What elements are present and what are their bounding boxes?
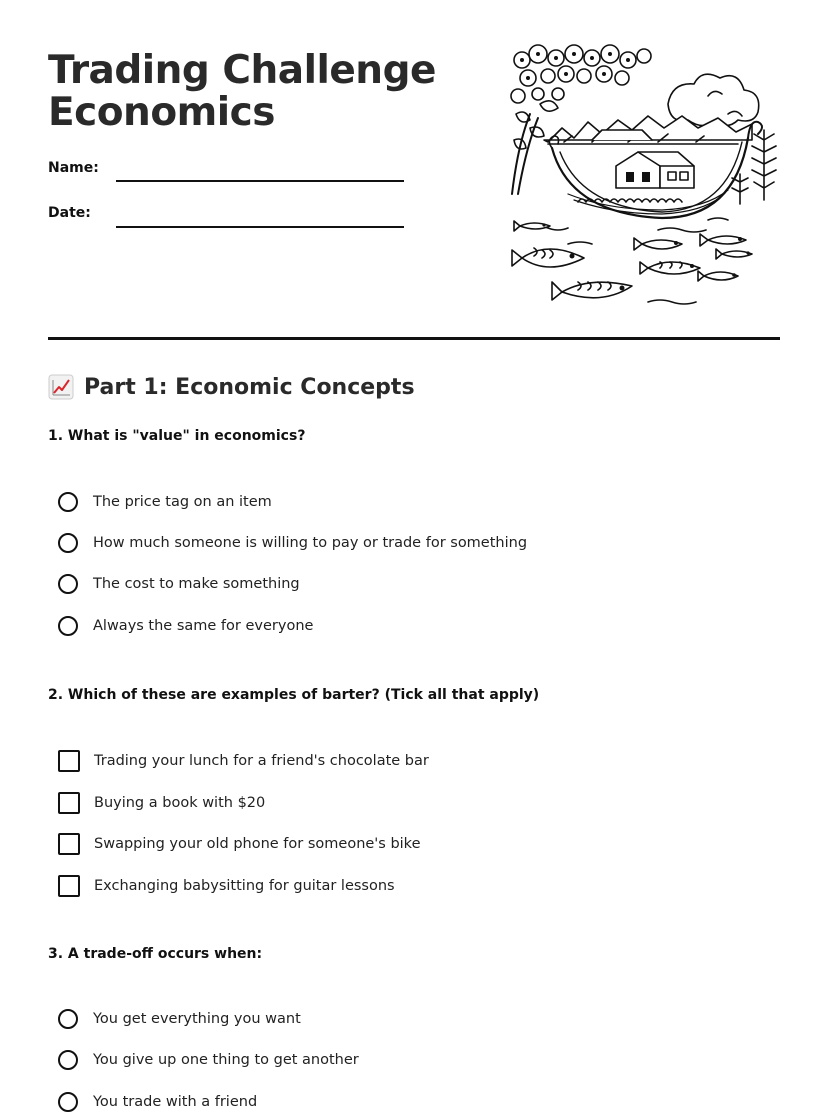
- q2-option-4[interactable]: [58, 875, 395, 897]
- date-label: Date:: [48, 205, 91, 221]
- title-line-1: Trading Challenge: [48, 48, 436, 93]
- q1-option-1[interactable]: [58, 492, 272, 512]
- part-1-heading: [48, 374, 415, 400]
- option-label: Buying a book with $20: [94, 795, 266, 811]
- q3-option-2[interactable]: [58, 1050, 359, 1070]
- part-1-title: Part 1: Economic Concepts: [84, 374, 415, 400]
- q1-option-4[interactable]: [58, 616, 313, 636]
- option-label: Exchanging babysitting for guitar lessons: [94, 878, 395, 894]
- radio-button[interactable]: [58, 574, 78, 594]
- chart-increasing-icon: [48, 374, 74, 400]
- name-blank-line[interactable]: [116, 180, 404, 182]
- q3-option-3[interactable]: [58, 1092, 257, 1112]
- checkbox[interactable]: [58, 833, 80, 855]
- radio-button[interactable]: [58, 616, 78, 636]
- option-label: The price tag on an item: [93, 494, 272, 510]
- checkbox[interactable]: [58, 750, 80, 772]
- longboat-fish-illustration: [508, 44, 780, 310]
- radio-button[interactable]: [58, 1009, 78, 1029]
- checkbox[interactable]: [58, 792, 80, 814]
- question-3: 3. A trade-off occurs when:: [48, 946, 263, 962]
- question-1: 1. What is "value" in economics?: [48, 428, 306, 444]
- q2-option-2[interactable]: [58, 792, 265, 814]
- option-label: Always the same for everyone: [93, 618, 314, 634]
- q3-option-1[interactable]: [58, 1009, 301, 1029]
- option-label: Swapping your old phone for someone's bike: [94, 836, 421, 852]
- radio-button[interactable]: [58, 1092, 78, 1112]
- option-label: How much someone is willing to pay or trade for something: [93, 535, 528, 551]
- title-line-2: Economics: [48, 90, 275, 135]
- q2-option-1[interactable]: [58, 750, 429, 772]
- section-divider: [48, 337, 780, 340]
- q2-option-3[interactable]: [58, 833, 420, 855]
- option-label: You trade with a friend: [93, 1094, 258, 1110]
- option-label: You give up one thing to get another: [93, 1052, 359, 1068]
- radio-button[interactable]: [58, 533, 78, 553]
- radio-button[interactable]: [58, 1050, 78, 1070]
- radio-button[interactable]: [58, 492, 78, 512]
- option-label: Trading your lunch for a friend's chocolate bar: [94, 753, 429, 769]
- q1-option-3[interactable]: [58, 574, 300, 594]
- checkbox[interactable]: [58, 875, 80, 897]
- date-blank-line[interactable]: [116, 226, 404, 228]
- worksheet-title: [48, 50, 468, 134]
- option-label: The cost to make something: [93, 576, 300, 592]
- option-label: You get everything you want: [93, 1011, 301, 1027]
- q1-option-2[interactable]: [58, 533, 527, 553]
- name-label: Name:: [48, 160, 99, 176]
- question-2: 2. Which of these are examples of barter? (Tick all that apply): [48, 687, 540, 703]
